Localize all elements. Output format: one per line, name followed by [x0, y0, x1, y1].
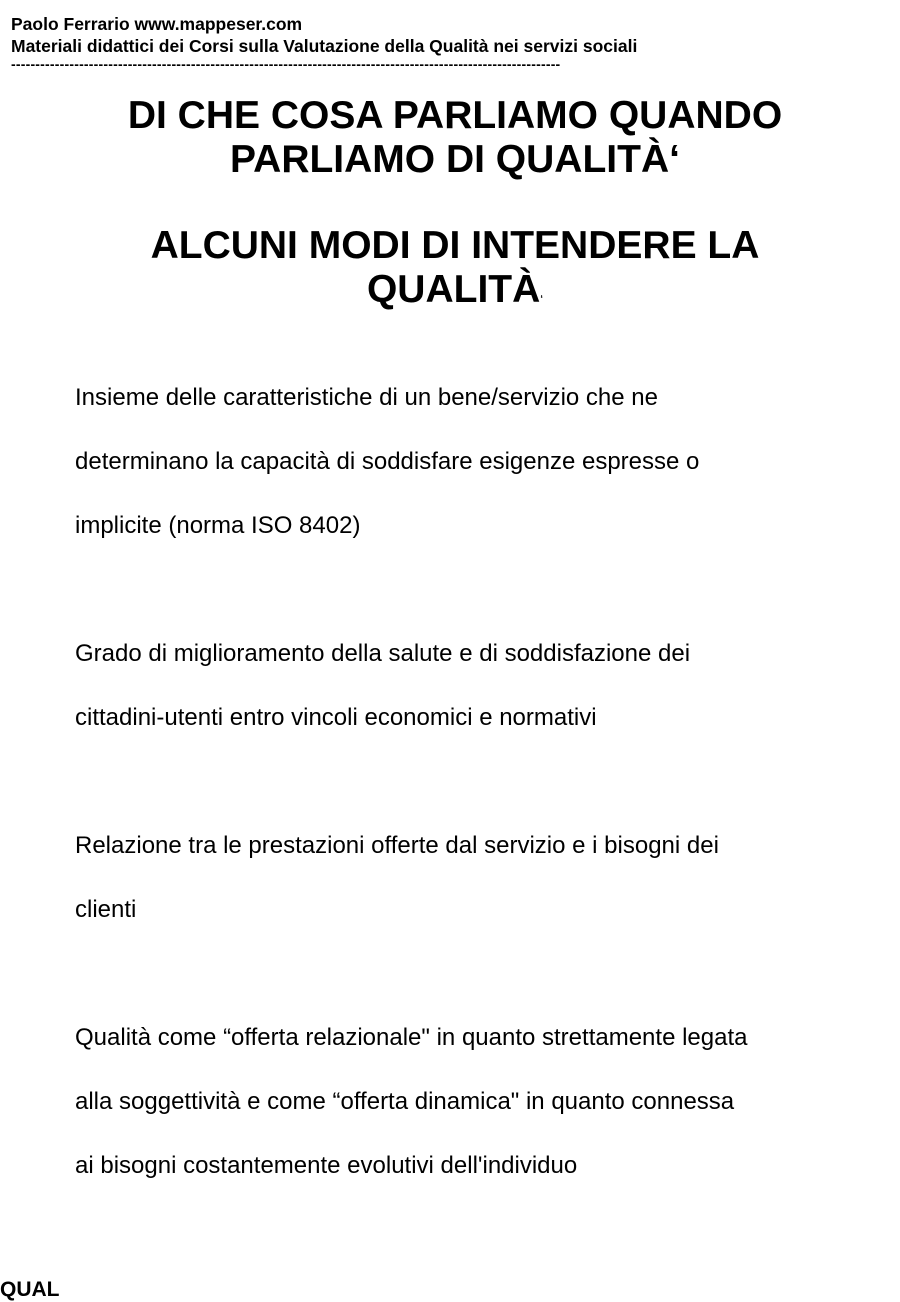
definition-line: Relazione tra le prestazioni offerte dal servizio e i bisogni dei	[75, 832, 719, 859]
definition-line: determinano la capacità di soddisfare esigenze espresse o	[75, 448, 700, 475]
section-title-line-1: ALCUNI MODI DI INTENDERE LA	[150, 224, 760, 267]
main-title	[60, 94, 850, 182]
section-title	[60, 224, 850, 322]
definition-health	[75, 622, 855, 750]
definition-relation	[75, 814, 855, 942]
definition-line: Grado di miglioramento della salute e di soddisfazione dei	[75, 640, 691, 667]
definition-iso	[75, 366, 855, 558]
definition-line: clienti	[75, 896, 137, 923]
definition-line: Qualità come “offerta relazionale" in quanto strettamente legata	[75, 1024, 748, 1051]
author-line: Paolo Ferrario www.mappeser.com	[11, 14, 303, 34]
section-title-mark: ‘	[540, 294, 544, 305]
definitions-list	[75, 366, 855, 1198]
main-title-line-1: DI CHE COSA PARLIAMO QUANDO	[127, 94, 783, 137]
main-title-line-2: PARLIAMO DI QUALITÀ‘	[230, 138, 680, 181]
section-title-line-2: QUALITÀ	[366, 268, 541, 311]
definition-line: Insieme delle caratteristiche di un bene/servizio che ne	[75, 384, 658, 411]
definition-line: alla soggettività e come “offerta dinamica" in quanto connessa	[75, 1088, 735, 1115]
definition-relational-offer	[75, 1006, 855, 1198]
definition-line: implicite (norma ISO 8402)	[75, 512, 361, 539]
definition-line: cittadini-utenti entro vincoli economici e normativi	[75, 704, 597, 731]
course-subtitle-line: Materiali didattici dei Corsi sulla Valutazione della Qualità nei servizi sociali	[11, 36, 638, 56]
header-dashed-rule: -----------------------------------------------------------------------------------------------------------------	[11, 57, 561, 69]
page-header	[11, 13, 881, 69]
footer-fragment: QUAL	[0, 1278, 60, 1301]
definition-line: ai bisogni costantemente evolutivi dell'individuo	[75, 1152, 578, 1179]
